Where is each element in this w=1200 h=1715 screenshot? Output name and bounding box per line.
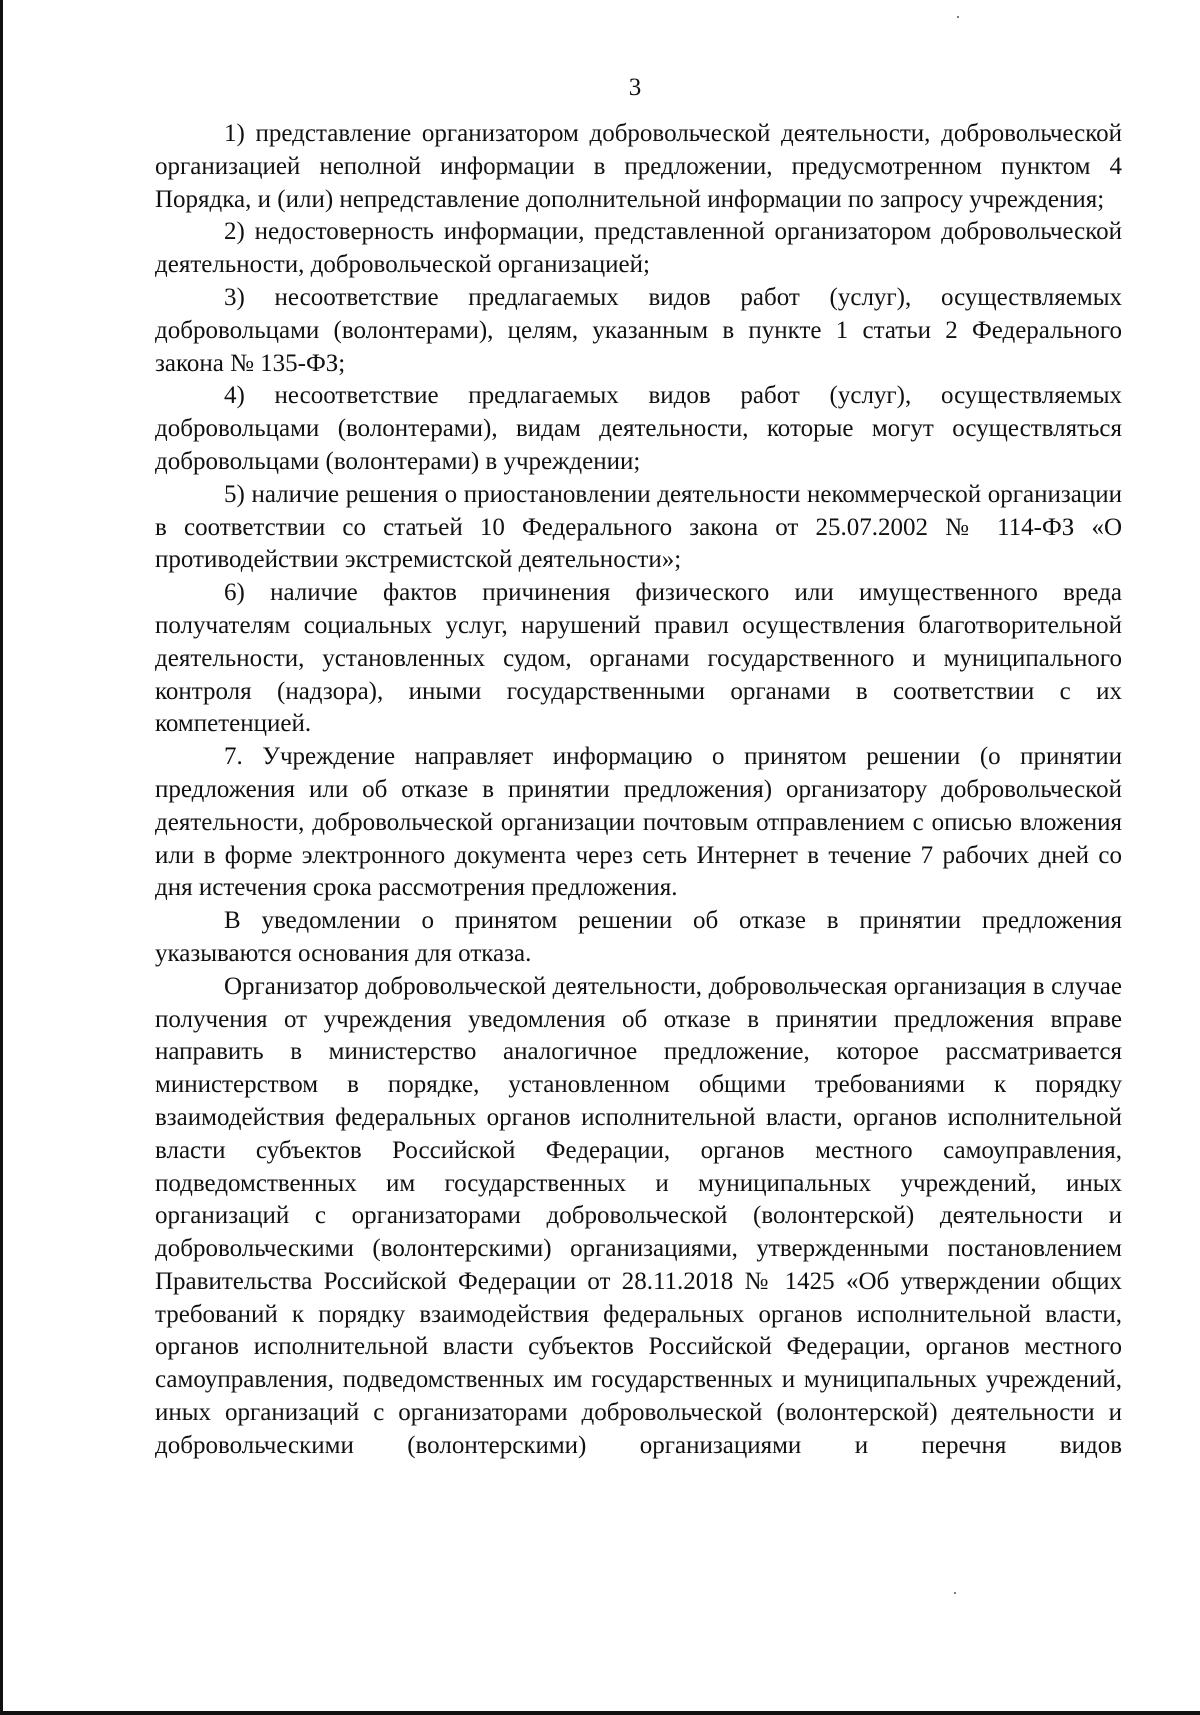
scan-speck (957, 16, 959, 18)
scan-edge-left (0, 0, 3, 1715)
paragraph-item-3: 3) несоответствие предлагаемых видов работ (услуг), осуществляемых добровольцами (волонтерами), целям, указанным в пункте 1 статьи 2 Федерального закона № 135-ФЗ; (155, 283, 1122, 377)
scan-speck (954, 1592, 956, 1594)
paragraph-item-6: 6) наличие фактов причинения физического или имущественного вреда получателям социальных услуг, нарушений правил осуществления благотворительной деятельности, установленных судом, органами государственного и муниципального контроля (надзора), иными государственными органами в соответствии с их компетенцией. (155, 579, 1122, 738)
page-number: 3 (628, 74, 642, 101)
scan-edge-bottom (0, 1711, 1200, 1715)
paragraph-item-4: 4) несоответствие предлагаемых видов работ (услуг), осуществляемых добровольцами (волонтерами), видам деятельности, которые могут осуществляться добровольцами (волонтерами) в учреждении; (155, 382, 1122, 475)
paragraph-refusal-notice: В уведомлении о принятом решении об отказе в принятии предложения указываются основания для отказа. (155, 907, 1122, 967)
paragraph-appeal: Организатор добровольческой деятельности, добровольческая организация в случае получения от учреждения уведомления об отказе в принятии предложения вправе направить в министерство аналогичное предложение, которое рассматривается министерством в порядке, установленном общими требованиями к порядку взаимодействия федеральных органов исполнительной власти, органов исполнительной власти субъектов Российской Федерации, органов местного самоуправления, подведомственных им государственных и муниципальных учреждений, иных организаций с организаторами добровольческой (волонтерской) деятельности и добровольческими (волонтерскими) организациями, утвержденными постановлением Правительства Российской Федерации от 28.11.2018 № 1425 «Об утверждении общих требований к порядку взаимодействия федеральных органов исполнительной власти, органов исполнительной власти субъектов Российской Федерации, органов местного самоуправления, подведомственных им государственных и муниципальных учреждений, иных организаций с организаторами добровольческой (волонтерской) деятельности и добровольческими (волонтерскими) организациями и перечня видов (155, 972, 1122, 1459)
paragraph-item-5: 5) наличие решения о приостановлении деятельности некоммерческой организации в соответствии со статьей 10 Федерального закона от 25.07.2002 № 114-ФЗ «О противодействии экстремистской деятельности»; (155, 480, 1122, 574)
paragraph-item-2: 2) недостоверность информации, представленной организатором добровольческой деятельности, добровольческой организацией; (155, 218, 1122, 279)
paragraph-clause-7: 7. Учреждение направляет информацию о принятом решении (о принятии предложения или об отказе в принятии предложения) организатору добровольческой деятельности, добровольческой организации почтовым отправлением с описью вложения или в форме электронного документа через сеть Интернет в течение 7 рабочих дней со дня истечения срока рассмотрения предложения. (155, 743, 1122, 902)
document-body (155, 118, 1122, 1463)
paragraph-item-1: 1) представление организатором добровольческой деятельности, добровольческой организацией неполной информации в предложении, предусмотренном пунктом 4 Порядка, и (или) непредставление дополнительной информации по запросу учреждения; (155, 120, 1122, 213)
